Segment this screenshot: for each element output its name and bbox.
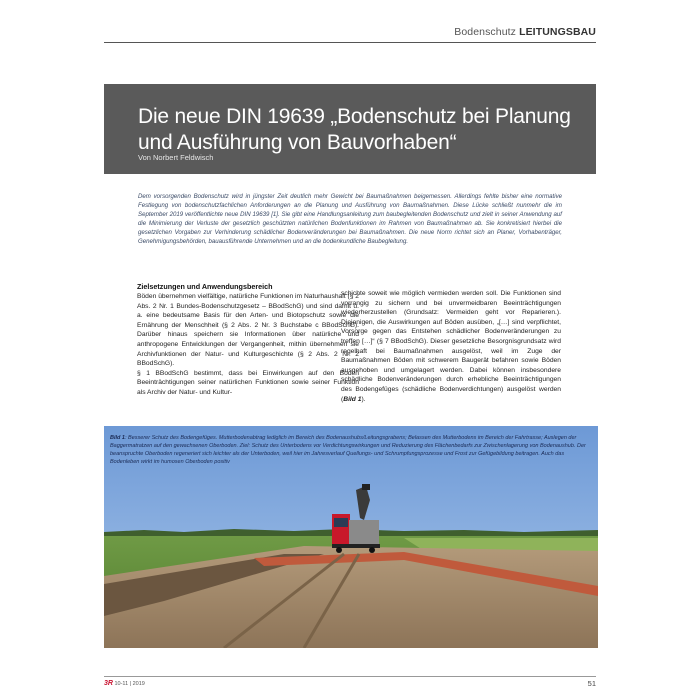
paragraph: Böden übernehmen vielfältige, natürliche Funktionen im Naturhaushalt (§ 2 Abs. 2 Nr. 1 Bundes-Bodenschutzgesetz – BBodSchG) und sind damit u. a. eine bedeutsame Basis für den Arten- und Biotopschutz sowie die Ernährung der Menschheit (§ 2 Abs. 2 Nr. 3 Buchstabe c BBodSchG). Darüber hinaus speichern sie Informationen über natürliche und anthropogene Entwicklungen der Vergangenheit, mithin übernehmen sie Archivfunktionen der Natur- und Kulturgeschichte (§ 2 Abs. 2 Nr. 2 BBodSchG). <box>137 293 359 368</box>
header-divider <box>104 42 596 43</box>
paragraph: § 1 BBodSchG bestimmt, dass bei Einwirkungen auf den Boden Beeinträchtigungen seiner natürlichen Funktionen sowie seiner Funktion als Archiv der Natur- und Kultur- <box>137 369 359 396</box>
magazine-logo: 3R <box>104 680 113 687</box>
figure-reference[interactable]: Bild 1 <box>343 395 362 403</box>
paragraph-text: schichte soweit wie möglich vermieden werden soll. Die Funktionen sind vorrangig zu sichern und bei unvermeidbaren Beeinträchtigungen wiederherzustellen (Grundsatz: Vermeiden geht vor Reparieren.). Diejenigen, die Auswirkungen auf Böden ausüben, „[…] sind verpflichtet, Vorsorge gegen das Entstehen schädlicher Bodenveränderungen zu treffen […]“ (§ 7 BBodSchG). Dieser gesetzliche Besorgnisgrundsatz wird regelhaft bei Baumaßnahmen ausgelöst, weil im Zuge der Baumaßnahmen Böden mit schwerem Baugerät befahren sowie Böden ausgehoben und umgelagert werden. Dabei können insbesondere schädliche Bodenveränderungen durch erhebliche Beeinträchtigungen des Bodengefüges (schädliche Bodenverdichtungen) ausgelöst werden ( <box>341 290 561 403</box>
section-label: Bodenschutz <box>454 26 517 38</box>
title-banner <box>104 84 596 174</box>
page-number: 51 <box>587 679 596 688</box>
article-lead: Dem vorsorgenden Bodenschutz wird in jüngster Zeit deutlich mehr Gewicht bei Baumaßnahmen beigemessen. Allerdings fehlte bisher eine normative Festlegung von bodenschutzfachlichen Anforderungen an die Planung und Ausführung von Baumaßnahmen. Diese Lücke schließt nunmehr die im September 2019 veröffentlichte neue DIN 19639 [1]. Sie gibt eine Handlungsanleitung zum baubegleitenden Bodenschutz und zielt in seiner Anwendung auf die Minimierung der Verluste der gesetzlich geschützten natürlichen Bodenfunktionen im Rahmen von Baumaßnahmen ab. Sie konkretisiert hierbei die gesetzlichen Vorgaben zur Verhinderung schädlicher Bodenveränderungen bei Baumaßnahmen. Die neue Norm richtet sich an Planer, Vorhabenträger, Genehmigungsbehörden, bauausführende Unternehmen und an die bodenkundliche Baubegleitung. <box>138 193 562 245</box>
footer-divider <box>104 676 596 677</box>
article-title: Die neue DIN 19639 „Bodenschutz bei Planung und Ausführung von Bauvorhaben“ <box>138 105 571 155</box>
issue-number: 10-11 | 2019 <box>114 681 145 687</box>
caption-text: : Besserer Schutz des Bodengefüges. Mutterbodenabtrag lediglich im Bereich des Bodenaushubs/Leitungsgrabens; Belassen des Mutterbodens im Bereich der Fahrtrasse; Auslegen der Baggermatratzen auf den gewachsenen Oberboden. Ziel: Schutz des Unterbodens vor Verdichtungswirkungen und Reduzierung des Flächenbedarfs zur Zwischenlagerung von Bodenaushub. Der beanspruchte Oberboden regeneriert sich leichter als der Unterboden, weil hier im Jahresverlauf Quellungs- und Schrumpfungsprozesse und Frost zur Gefügebildung beitragen. Auch das Bodenleben wirkt im humosen Oberboden positiv <box>110 435 586 465</box>
section-header <box>454 26 596 38</box>
section-heading: Zielsetzungen und Anwendungsbereich <box>137 282 273 291</box>
article-author: Von Norbert Feldwisch <box>138 153 214 162</box>
footer-info <box>104 680 145 687</box>
subsection-label: LEITUNGSBAU <box>519 26 596 38</box>
paragraph-end: ). <box>361 395 366 403</box>
figure-photo <box>104 426 598 648</box>
figure-caption <box>110 434 590 466</box>
figure-label: Bild 1 <box>110 435 125 441</box>
paragraph <box>341 289 561 404</box>
text-column-left <box>137 282 359 398</box>
text-column-right <box>341 289 561 404</box>
